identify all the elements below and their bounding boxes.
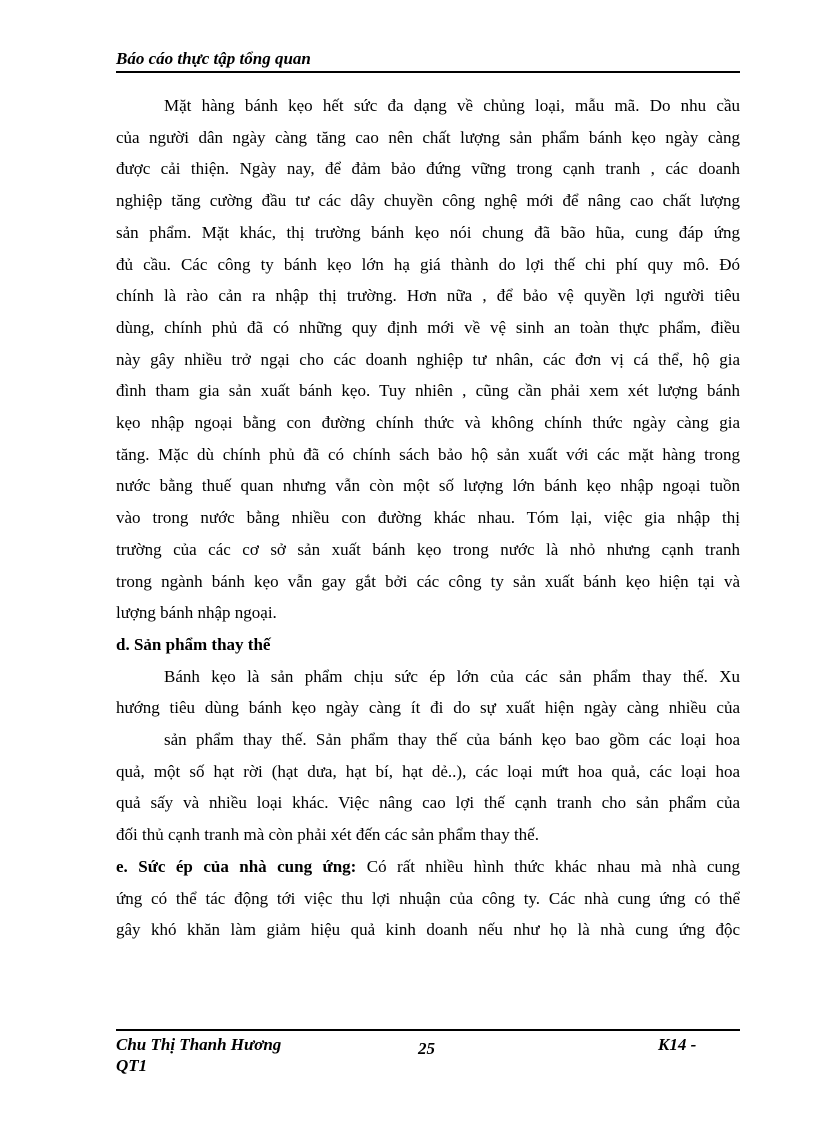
header-title: Báo cáo thực tập tổng quan (116, 49, 311, 68)
text-line: của người dân ngày càng tăng cao nên chất lượng sản phẩm bánh kẹo ngày càng (116, 127, 740, 147)
section-d-heading: d. Sản phẩm thay thế (116, 634, 271, 654)
text-line: nghiệp tăng cường đầu tư các dây chuyền công nghệ mới để nâng cao chất lượng (116, 191, 740, 211)
text-line: quả, một số hạt rời (hạt dưa, hạt bí, hạt dẻ..), các loại mứt hoa quả, các loại hoa (116, 761, 740, 781)
text-line: ứng có thể tác động tới việc thu lợi nhuận của công ty. Các nhà cung ứng có thể (116, 888, 740, 908)
text-line: đình tham gia sản xuất bánh kẹo. Tuy nhiên , cũng cần phải xem xét lượng bánh (116, 381, 740, 401)
text-line: tăng. Mặc dù chính phủ đã có chính sách bảo hộ sản xuất với các mặt hàng trong (116, 444, 740, 464)
text-line: chính là rào cản ra nhập thị trường. Hơn nữa , để bảo vệ quyền lợi người tiêu (116, 286, 740, 306)
text-line: này gây nhiều trở ngại cho các doanh nghiệp tư nhân, các đơn vị cá thể, hộ gia (116, 349, 740, 369)
paragraph-substitutes (116, 661, 740, 851)
text-line: sản phẩm thay thế. Sản phẩm thay thế của bánh kẹo bao gồm các loại hoa (164, 730, 740, 750)
page-header (116, 48, 740, 73)
text-line: sản phẩm. Mặt khác, thị trường bánh kẹo nói chung đã bão hũa, cung đáp ứng (116, 222, 740, 242)
text-line: vào trong nước bằng nhiều con đường khác nhau. Tóm lại, việc gia nhập thị (116, 508, 740, 528)
text-line: đối thủ cạnh tranh mà còn phải xét đến các sản phẩm thay thế. (116, 825, 539, 845)
document-body (116, 90, 740, 946)
text-line: gây khó khăn làm giảm hiệu quả kinh doanh nếu như họ là nhà cung ứng độc (116, 920, 740, 940)
text-line: Bánh kẹo là sản phẩm chịu sức ép lớn của các sản phẩm thay thế. Xu (164, 666, 740, 686)
page-number: 25 (418, 1039, 435, 1058)
footer-class: QT1 (116, 1056, 148, 1075)
text-line: trong ngành bánh kẹo vẫn gay gắt bởi các công ty sản xuất bánh kẹo hiện tại và (116, 571, 740, 591)
paragraph-market-entry (116, 90, 740, 629)
text-line: nước bằng thuế quan nhưng vẫn còn một số lượng lớn bánh kẹo nhập ngoại tuồn (116, 476, 740, 496)
footer-divider (116, 1029, 740, 1031)
text-line: dùng, chính phủ đã có những quy định mới về vệ sinh an toàn thực phẩm, điều (116, 317, 740, 337)
text-line: được cải thiện. Ngày nay, để đảm bảo đứng vững trong cạnh tranh , các doanh (116, 159, 740, 179)
footer-code: K14 - (658, 1035, 697, 1054)
text-line: hướng tiêu dùng bánh kẹo ngày càng ít đi do sự xuất hiện ngày càng nhiều của (116, 698, 740, 718)
text-line: kẹo nhập ngoại bằng con đường chính thức và không chính thức ngày càng gia (116, 413, 740, 433)
section-e-heading: e. Sức ép của nhà cung ứng: (116, 856, 357, 876)
text-line: Mặt hàng bánh kẹo hết sức đa dạng về chủng loại, mẫu mã. Do nhu cầu (164, 96, 740, 115)
text-line: đủ cầu. Các công ty bánh kẹo lớn hạ giá thành do lợi thế chi phí quy mô. Đó (116, 254, 740, 274)
paragraph-supplier-pressure (116, 851, 740, 946)
section-e-first-line: Có rất nhiều hình thức khác nhau mà nhà cung (356, 856, 740, 876)
text-line: trường của các cơ sở sản xuất bánh kẹo trong nước là nhỏ nhưng cạnh tranh (116, 539, 740, 559)
text-line: quả sấy và nhiều loại khác. Việc nâng cao lợi thế cạnh tranh cho sản phẩm của (116, 793, 740, 813)
text-line (116, 851, 740, 883)
footer-author: Chu Thị Thanh Hương (116, 1035, 282, 1054)
text-line: lượng bánh nhập ngoại. (116, 603, 277, 623)
